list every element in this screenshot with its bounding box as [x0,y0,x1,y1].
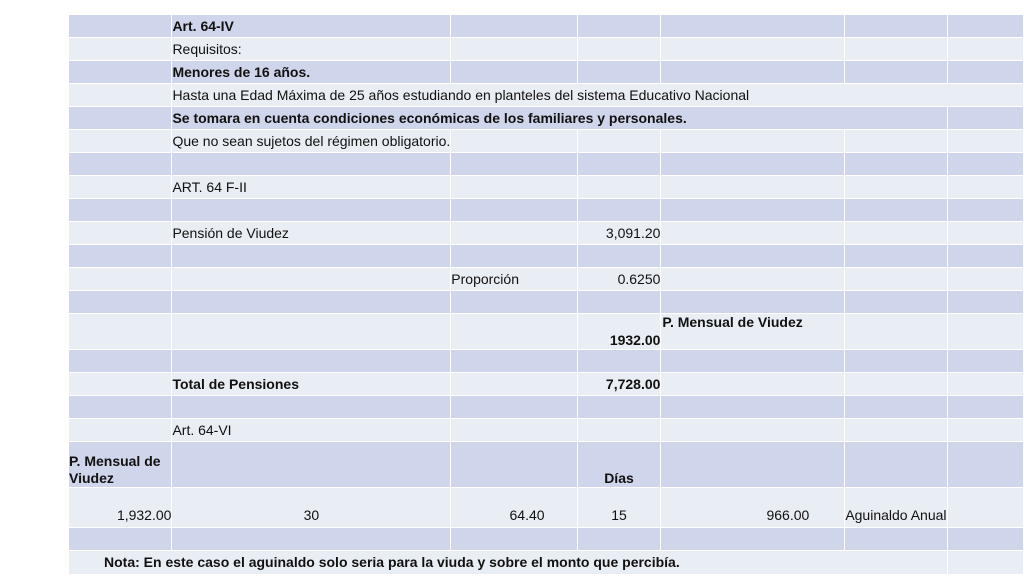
table-row [69,245,1024,268]
table-row [69,419,1024,442]
table-row [69,15,1024,38]
art-64-iv-label: Art. 64-IV [172,15,451,38]
p-mensual-header [69,442,172,488]
p-mensual-viudez-label: P. Mensual de Viudez [661,314,845,350]
p-mensual-viudez-value: 1932.00 [577,314,661,350]
days-count: 30 [172,488,451,528]
nota-text: Nota: En este caso el aguinaldo solo seria para la viuda y sobre el monto que percibía. [69,551,948,575]
table-row [69,396,1024,419]
pension-viudez-value: 3,091.20 [577,222,661,245]
daily-amount: 64.40 [451,488,577,528]
table-row [69,350,1024,373]
requisitos-label: Requisitos: [172,38,451,61]
total-pensiones-label: Total de Pensiones [172,373,451,396]
table-row [69,61,1024,84]
table-row [69,373,1024,396]
table-row [69,268,1024,291]
proporcion-value: 0.6250 [577,268,661,291]
art-64-vi-label: Art. 64-VI [172,419,451,442]
requisito-menores: Menores de 16 años. [172,61,451,84]
aguinaldo-days: 15 [577,488,661,528]
total-pensiones-value: 7,728.00 [577,373,661,396]
table-row [69,314,1024,350]
requisito-condiciones: Se tomara en cuenta condiciones económicas de los familiares y personales. [172,107,947,130]
requisito-regimen: Que no sean sujetos del régimen obligatorio. [172,130,451,153]
aguinaldo-anual-label: Aguinaldo Anual [845,488,947,528]
table-row [69,38,1024,61]
pension-viudez-label: Pensión de Viudez [172,222,451,245]
aguinaldo-amount: 966.00 [661,488,845,528]
table-row [69,222,1024,245]
monthly-amount: 1,932.00 [69,488,172,528]
table-row [69,488,1024,528]
p-mensual-header-line1: P. Mensual de [69,453,161,469]
art-64-fii-label: ART. 64 F-II [172,176,451,199]
table-row [69,130,1024,153]
table-row [69,551,1024,575]
table-row [69,176,1024,199]
table-row [69,291,1024,314]
table-row [69,528,1024,551]
dias-header: Días [577,442,661,488]
table-row [69,107,1024,130]
table-row [69,153,1024,176]
proporcion-label: Proporción [451,268,577,291]
table-row [69,84,1024,107]
requisito-hasta-25: Hasta una Edad Máxima de 25 años estudiando en planteles del sistema Educativo Nacional [172,84,1024,107]
table-row [69,199,1024,222]
table-row [69,442,1024,488]
pension-calculation-table [68,14,1024,575]
p-mensual-header-line2: Viudez [69,470,114,486]
